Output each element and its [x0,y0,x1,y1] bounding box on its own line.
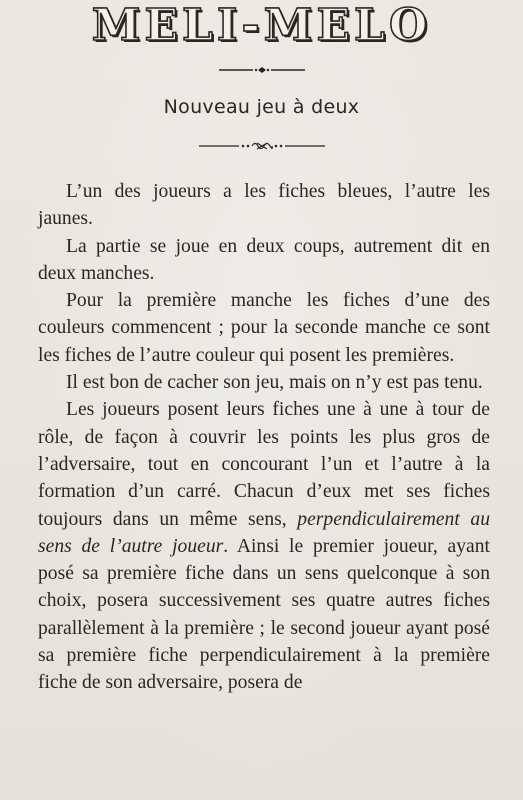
paragraph-5-start: Les joueurs posent leurs fiches une à une à tour de rôle, de façon à couvrir les points les plus gros de l’adversaire, tout en concourant l’un et l’autre à la formation d’un carré. Chacun d’eux met ses fiches toujours dans un même sens, [38,399,490,530]
scroll-flourish-icon [197,140,327,152]
flourish-icon [217,65,307,75]
ornament-divider-bottom [0,139,523,157]
paragraph-5-italic: perpendiculairement au sens de l’autre joueur [38,508,490,557]
paragraph-5-end: . Ainsi le premier joueur, ayant posé sa première fiche dans un sens quelconque à son choix, posera successivement ses quatre autres fiches parallèlement à la première ; le second joueur ayant posé sa première fiche perpendiculairement à la première fiche de son adversaire, posera de [38,535,490,694]
paragraph-3: Pour la première manche les fiches d’une des couleurs commencent ; pour la seconde manche ce sont les fiches de l’autre couleur qui posent les premières. [38,290,490,366]
rules-text [38,178,490,697]
section-heading: Nouveau jeu à deux [163,96,360,118]
paragraph-1: L’un des joueurs a les fiches bleues, l’autre les jaunes. [38,181,490,230]
ornament-divider-top [0,62,523,80]
paragraph-2: La partie se joue en deux coups, autrement dit en deux manches. [38,235,490,284]
paragraph-5 [38,396,490,696]
page-title: MELI-MELO [91,0,432,51]
paragraph-4: Il est bon de cacher son jeu, mais on n’y est pas tenu. [66,372,483,394]
